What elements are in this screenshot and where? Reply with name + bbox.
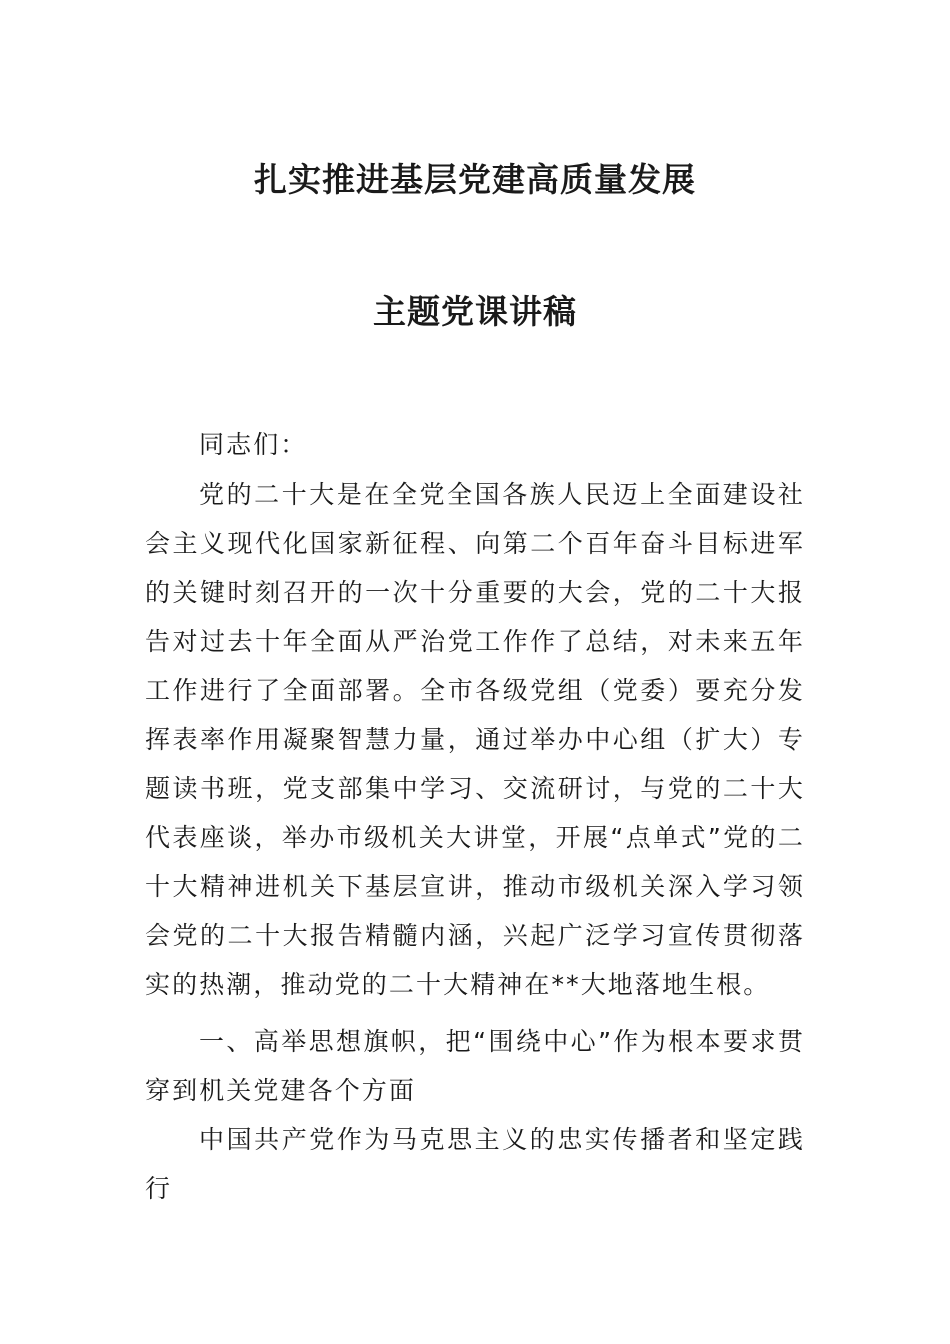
section-heading-block [145,1017,805,1115]
paragraph-2: 中国共产党作为马克思主义的忠实传播者和坚定践行 [145,1125,805,1203]
paragraph-block-2 [145,1115,805,1213]
section-heading-1: 一、高举思想旗帜，把“围绕中心”作为根本要求贯穿到机关党建各个方面 [145,1027,805,1105]
greeting-block [145,420,805,469]
paragraph-block-1 [145,470,805,1009]
document-title: 扎实推进基层党建高质量发展 [254,160,696,199]
paragraph-1: 党的二十大是在全党全国各族人民迈上全面建设社会主义现代化国家新征程、向第二个百年奋斗目标进军的关键时刻召开的一次十分重要的大会，党的二十大报告对过去十年全面从严治党工作作了总结，对未来五年工作进行了全面部署。全市各级党组（党委）要充分发挥表率作用凝聚智慧力量，通过举办中心组（扩大）专题读书班，党支部集中学习、交流研讨，与党的二十大代表座谈，举办市级机关大讲堂，开展“点单式”党的二十大精神进机关下基层宣讲，推动市级机关深入学习领会党的二十大报告精髓内涵，兴起广泛学习宣传贯彻落实的热潮，推动党的二十大精神在**大地落地生根。 [145,480,805,999]
greeting-text: 同志们： [199,430,308,459]
document-subtitle: 主题党课讲稿 [373,292,577,331]
